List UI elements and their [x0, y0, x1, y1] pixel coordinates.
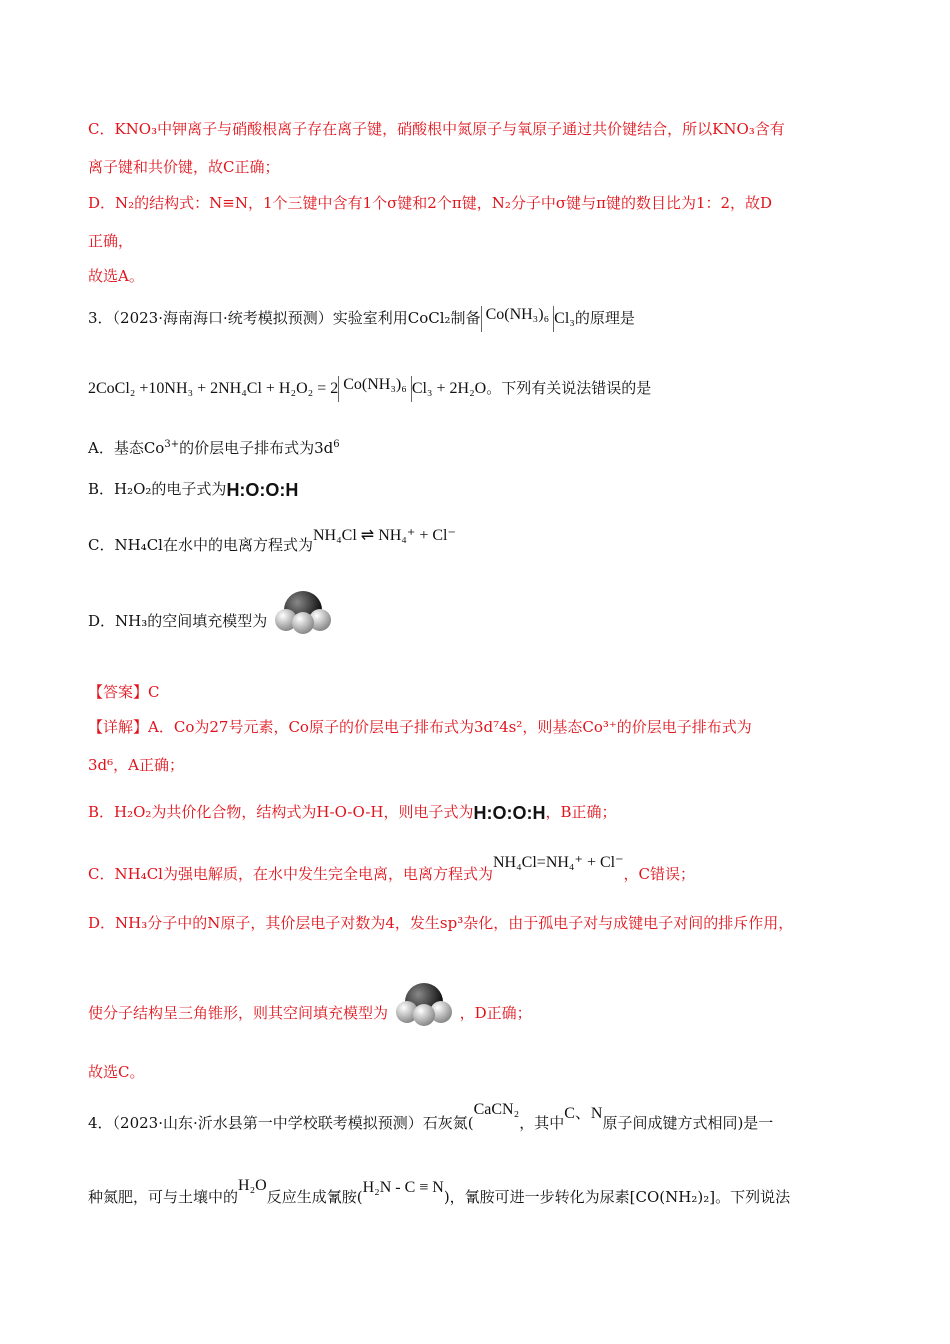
q3-option-c: C．NH₄Cl在水中的电离方程式为NH₄Cl ⇌ NH₄⁺ + Cl⁻	[88, 527, 456, 554]
q3-complex-tail: Cl₃	[554, 310, 575, 327]
q4-h2o: H₂O	[238, 1177, 267, 1194]
q3-stem	[88, 306, 635, 332]
detail-c-ionization-equation: NH₄Cl=NH₄⁺ + Cl⁻	[492, 854, 624, 871]
q3-equation-right: Cl₃ + 2H₂O	[411, 380, 487, 397]
prev-option-d-line2: 正确，	[88, 232, 134, 250]
q3-option-d: D．NH₃的空间填充模型为	[88, 608, 334, 636]
prev-option-c-line2: 离子键和共价键，故C正确；	[88, 158, 280, 176]
q3-b-electron-formula: H:O:O:H	[226, 479, 299, 500]
q3-option-a: A．基态$Co^{3+}$的价层电子排布式为$3d^6$	[88, 439, 340, 457]
q3-equation-suffix: 。下列有关说法错误的是	[486, 379, 652, 397]
detail-a-line2: 3d⁶，A正确；	[88, 756, 184, 774]
detail-choose: 故选C。	[88, 1063, 145, 1081]
nh3-space-filling-model-icon	[272, 590, 334, 636]
q4-line2: 种氮肥，可与土壤中的H₂O反应生成氰胺(H₂N - C ≡ N)，氰胺可进一步转化为尿素[CO(NH₂)₂]。下列说法	[88, 1177, 791, 1206]
prev-option-c-line1: C．KNO₃中钾离子与硝酸根离子存在离子键，硝酸根中氮原子与氧原子通过共价键结合，所以KNO₃含有	[88, 120, 785, 138]
q3-option-b: B．H₂O₂的电子式为H:O:O:H	[88, 479, 299, 500]
q3-c-ionization-equation: NH₄Cl ⇌ NH₄⁺ + Cl⁻	[312, 527, 456, 544]
q3-stem-suffix: 的原理是	[574, 309, 635, 327]
q4-cacn2: CaCN₂	[473, 1101, 520, 1118]
prev-option-d-line1: D．N₂的结构式：N≡N，1个三键中含有1个σ键和2个π键，N₂分子中σ键与π键的数目比为1：2，故D	[88, 194, 773, 212]
nh3-space-filling-model-icon	[393, 982, 455, 1028]
prev-choose: 故选A。	[88, 267, 144, 285]
q3-stem-prefix: 3．（2023·海南海口·统考模拟预测）实验室利用CoCl₂制备	[88, 309, 481, 327]
q3-equation-complex: Co(NH₃)₆	[338, 376, 412, 402]
detail-d-line2: 使分子结构呈三角锥形，则其空间填充模型为 ，D正确；	[88, 1000, 532, 1028]
answer-label: 【答案】C	[88, 683, 160, 701]
q3-complex: Co(NH₃)₆	[481, 306, 555, 332]
detail-d-line1: D．NH₃分子中的N原子，其价层电子对数为4，发生sp³杂化，由于孤电子对与成键电子对间的排斥作用，	[88, 914, 794, 932]
detail-b: B．H₂O₂为共价化合物，结构式为H-O-O-H，则电子式为H:O:O:H，B正确；	[88, 802, 617, 823]
q4-cyanamide: H₂N - C ≡ N	[362, 1179, 444, 1196]
q3-equation	[88, 376, 651, 402]
q3-equation-left: 2CoCl₂ +10NH₃ + 2NH₄Cl + H₂O₂ = 2	[88, 380, 339, 397]
detail-a-line1: 【详解】A．Co为27号元素，Co原子的价层电子排布式为3d⁷4s²，则基态Co³⁺的价层电子排布式为	[88, 718, 752, 736]
detail-c: C．NH₄Cl为强电解质，在水中发生完全电离，电离方程式为NH₄Cl=NH₄⁺ + Cl⁻，C错误；	[88, 854, 696, 883]
detail-b-electron-formula: H:O:O:H	[473, 802, 546, 823]
q4-cn: C、N	[564, 1105, 603, 1122]
q4-line1: 4．（2023·山东·沂水县第一中学校联考模拟预测）石灰氮(CaCN₂，其中C、N原子间成键方式相同)是一	[88, 1101, 774, 1132]
